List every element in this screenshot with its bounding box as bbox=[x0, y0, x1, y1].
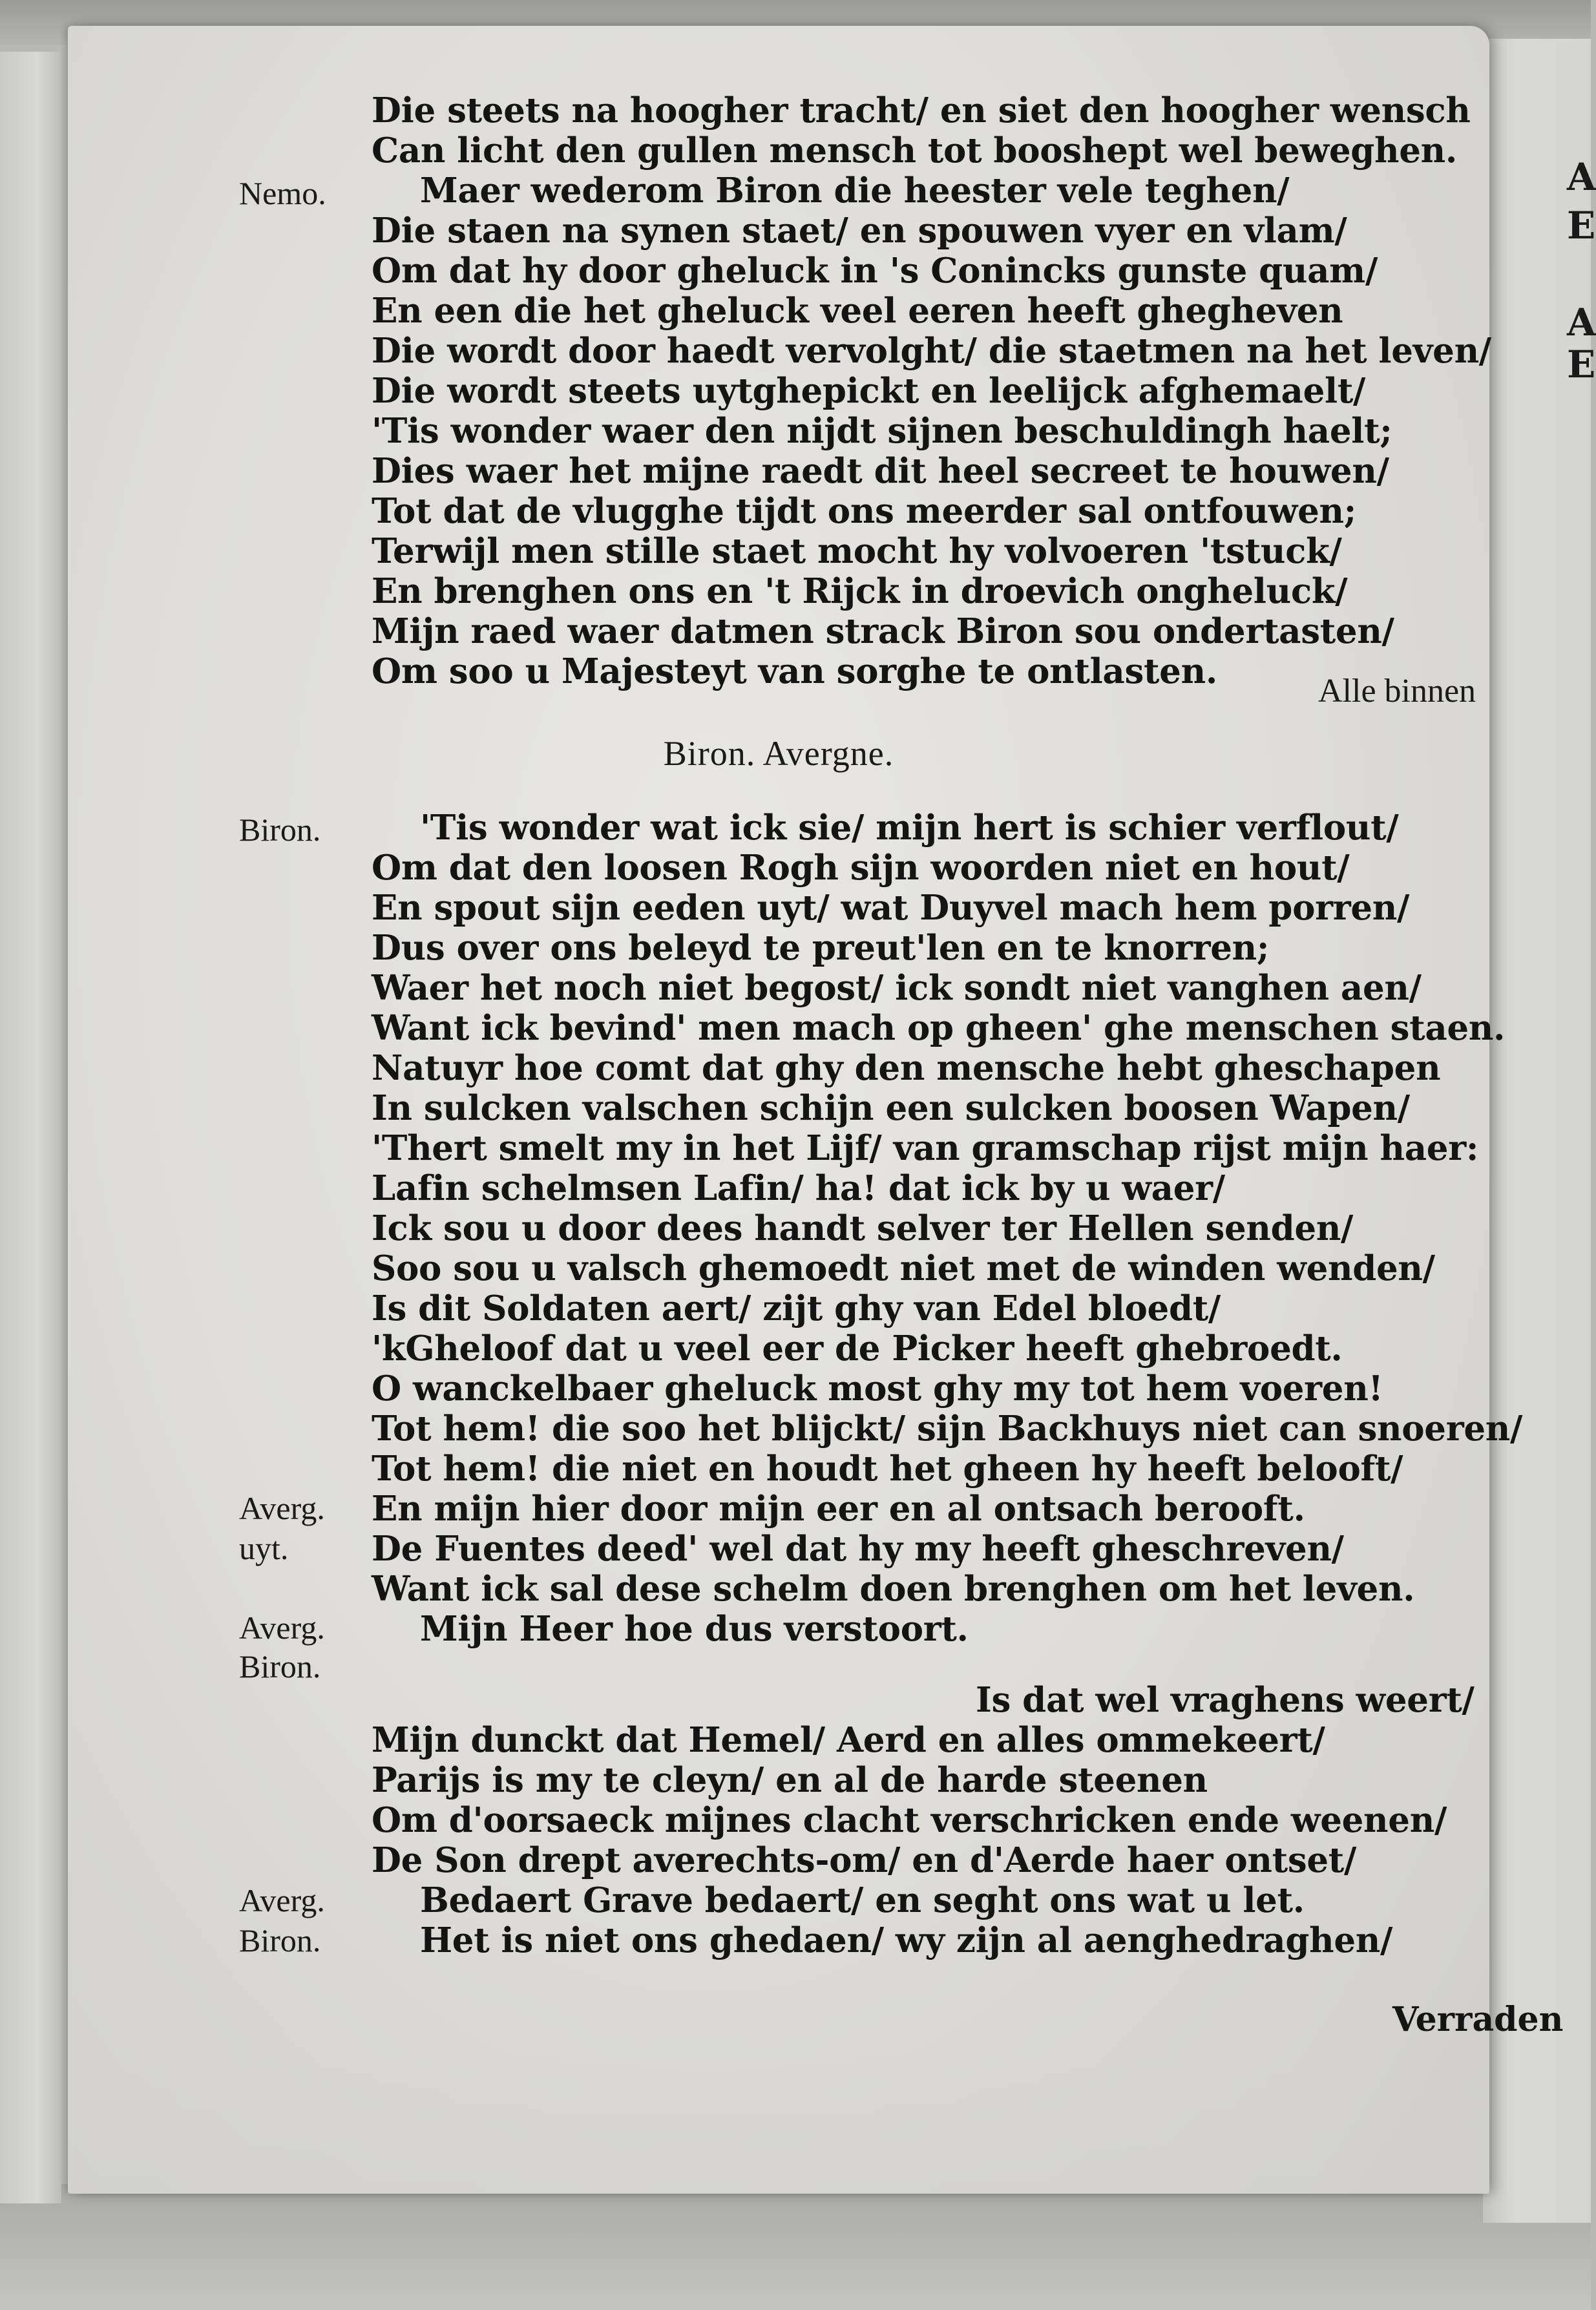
speaker-label: Averg. bbox=[239, 1882, 325, 1918]
facing-page-fragment: A bbox=[1567, 155, 1596, 199]
verse-line: 'Thert smelt my in het Lijf/ van gramschap rijst mijn haer: bbox=[372, 1128, 1479, 1168]
verse-line: Mijn dunckt dat Hemel/ Aerd en alles ommekeert/ bbox=[372, 1720, 1325, 1760]
verse-line: De Son drept averechts-om/ en d'Aerde haer ontset/ bbox=[372, 1840, 1357, 1880]
verse-line: Om d'oorsaeck mijnes clacht verschricken ende weenen/ bbox=[372, 1800, 1447, 1840]
verse-line: Om dat hy door gheluck in 's Conincks gunste quam/ bbox=[372, 251, 1378, 291]
verse-line: In sulcken valschen schijn een sulcken boosen Wapen/ bbox=[372, 1088, 1410, 1128]
facing-page-fragment: E bbox=[1567, 204, 1596, 247]
verse-line: Dies waer het mijne raedt dit heel secreet te houwen/ bbox=[372, 451, 1389, 491]
speaker-label: uyt. bbox=[239, 1530, 289, 1566]
verse-line: Parijs is my te cleyn/ en al de harde steenen bbox=[372, 1760, 1208, 1800]
verse-line: Die wordt door haedt vervolght/ die staetmen na het leven/ bbox=[372, 331, 1491, 371]
verse-line: Die steets na hoogher tracht/ en siet den hoogher wensch bbox=[372, 90, 1471, 131]
facing-page-fragment: E bbox=[1567, 342, 1596, 386]
verse-line: En mijn hier door mijn eer en al ontsach berooft. bbox=[372, 1489, 1305, 1529]
verse-line: Tot hem! die niet en houdt het gheen hy heeft belooft/ bbox=[372, 1449, 1403, 1489]
verse-line: En spout sijn eeden uyt/ wat Duyvel mach hem porren/ bbox=[372, 888, 1410, 928]
verse-line: Maer wederom Biron die heester vele teghen/ bbox=[420, 171, 1290, 211]
verse-line: Ick sou u door dees handt selver ter Hellen senden/ bbox=[372, 1208, 1354, 1248]
verse-line: Bedaert Grave bedaert/ en seght ons wat u let. bbox=[420, 1880, 1305, 1920]
speaker-label: Biron. bbox=[239, 1922, 321, 1958]
verse-line: Die wordt steets uytghepickt en leelijck afghemaelt/ bbox=[372, 371, 1366, 411]
stage-direction: Alle binnen bbox=[1318, 673, 1476, 709]
verse-line: 'Tis wonder waer den nijdt sijnen beschuldingh haelt; bbox=[372, 411, 1392, 451]
verse-line: Is dit Soldaten aert/ zijt ghy van Edel bloedt/ bbox=[372, 1288, 1221, 1328]
verse-line: O wanckelbaer gheluck most ghy my tot hem voeren! bbox=[372, 1369, 1383, 1409]
verse-line: Want ick sal dese schelm doen brenghen om het leven. bbox=[372, 1569, 1415, 1609]
verse-line: 'kGheloof dat u veel eer de Picker heeft ghebroedt. bbox=[372, 1328, 1343, 1369]
speaker-label: Biron. bbox=[239, 812, 321, 848]
verse-line: Tot hem! die soo het blijckt/ sijn Backhuys niet can snoeren/ bbox=[372, 1409, 1523, 1449]
verse-line: Terwijl men stille staet mocht hy volvoeren 'tstuck/ bbox=[372, 531, 1342, 571]
verse-line: Waer het noch niet begost/ ick sondt niet vanghen aen/ bbox=[372, 968, 1422, 1008]
verse-line: Is dat wel vraghens weert/ bbox=[976, 1680, 1475, 1720]
previous-page-edge bbox=[0, 52, 61, 2203]
verse-line: Mijn Heer hoe dus verstoort. bbox=[420, 1609, 969, 1649]
background-bottom bbox=[0, 2184, 1591, 2310]
verse-line: En een die het gheluck veel eeren heeft ghegheven bbox=[372, 291, 1343, 331]
page-bottom-shading bbox=[68, 2055, 1489, 2194]
book-page bbox=[68, 26, 1564, 2194]
verse-line: Om soo u Majesteyt van sorghe te ontlasten. bbox=[372, 651, 1217, 691]
catchword: Verraden bbox=[1392, 2000, 1564, 2039]
speaker-label: Nemo. bbox=[239, 175, 326, 211]
speaker-label: Averg. bbox=[239, 1490, 325, 1526]
verse-line: Soo sou u valsch ghemoedt niet met de winden wenden/ bbox=[372, 1248, 1435, 1288]
verse-line: Lafin schelmsen Lafin/ ha! dat ick by u waer/ bbox=[372, 1168, 1225, 1208]
scene-heading: Biron. Avergne. bbox=[663, 734, 894, 773]
verse-line: Die staen na synen staet/ en spouwen vyer en vlam/ bbox=[372, 211, 1347, 251]
verse-line: Het is niet ons ghedaen/ wy zijn al aenghedraghen/ bbox=[420, 1920, 1393, 1960]
verse-line: En brenghen ons en 't Rijck in droevich ongheluck/ bbox=[372, 571, 1348, 611]
verse-line: Dus over ons beleyd te preut'len en te knorren; bbox=[372, 928, 1270, 968]
verse-line: Natuyr hoe comt dat ghy den mensche hebt gheschapen bbox=[372, 1048, 1441, 1088]
facing-page-fragment: A bbox=[1567, 300, 1596, 344]
verse-line: Om dat den loosen Rogh sijn woorden niet en hout/ bbox=[372, 848, 1350, 888]
verse-line: 'Tis wonder wat ick sie/ mijn hert is schier verflout/ bbox=[420, 808, 1399, 848]
speaker-label: Biron. bbox=[239, 1648, 321, 1685]
speaker-label: Averg. bbox=[239, 1610, 325, 1646]
verse-line: Want ick bevind' men mach op gheen' ghe menschen staen. bbox=[372, 1008, 1506, 1048]
verse-line: Tot dat de vlugghe tijdt ons meerder sal ontfouwen; bbox=[372, 491, 1357, 531]
verse-line: Mijn raed waer datmen strack Biron sou ondertasten/ bbox=[372, 611, 1394, 651]
verse-line: De Fuentes deed' wel dat hy my heeft gheschreven/ bbox=[372, 1529, 1344, 1569]
verse-line: Can licht den gullen mensch tot booshept wel beweghen. bbox=[372, 131, 1458, 171]
facing-page-edge bbox=[1483, 39, 1596, 2223]
